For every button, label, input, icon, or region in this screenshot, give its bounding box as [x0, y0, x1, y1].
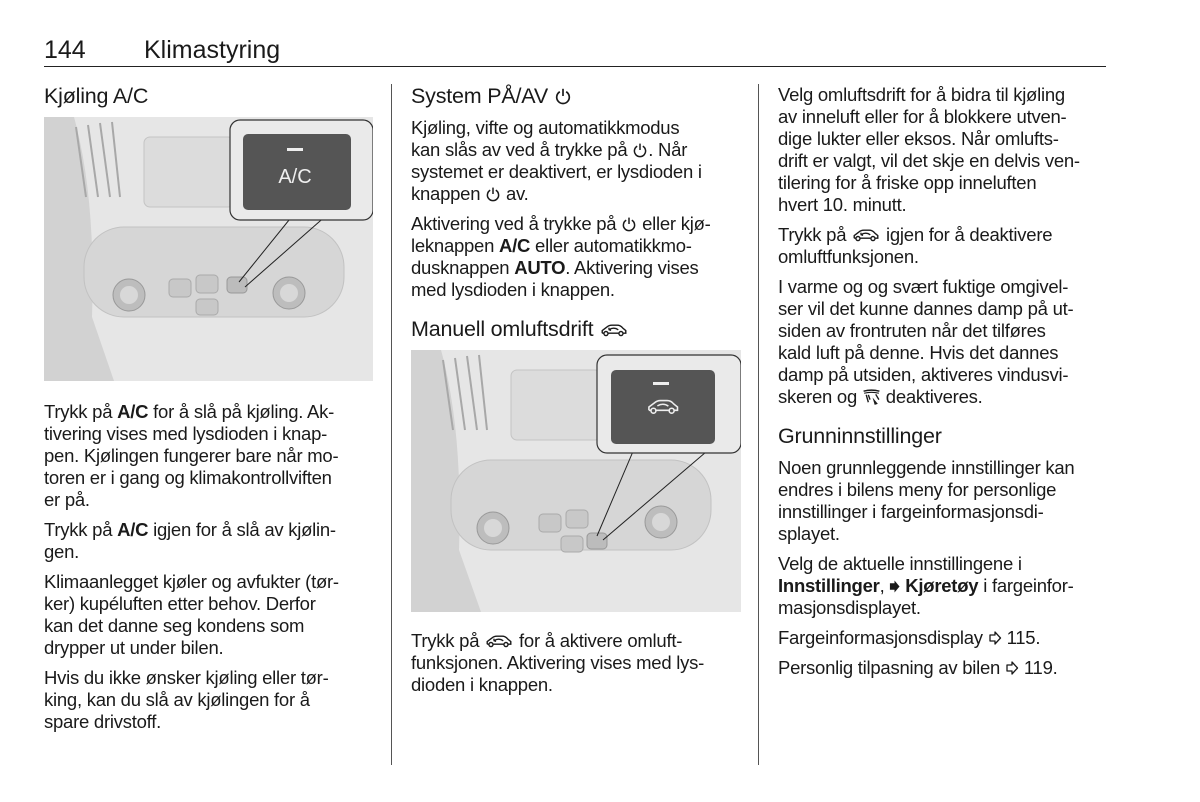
figure-ac-label: A/C [278, 166, 312, 188]
section-heading: Grunninnstillinger [778, 424, 942, 448]
section-heading: Kjøling A/C [44, 84, 149, 108]
paragraph: Trykk på A/C for å slå på kjøling. Ak- tivering vises med lysdioden i knap- pen. Kjølingen fungerer bare når mo- toren er i gang og klimakontrollviften er på. [44, 401, 339, 510]
recirculation-button-illustration [411, 350, 741, 612]
chapter-title: Klimastyring [144, 36, 281, 64]
page-number: 144 [44, 36, 86, 64]
paragraph: Trykk på A/C igjen for å slå av kjølin- gen. [44, 519, 336, 562]
reference-arrow-icon [988, 631, 1002, 645]
section-heading: Manuell omluftsdrift [411, 317, 741, 342]
paragraph: Trykk på igjen for å deaktivere omluftfunksjonen. [778, 224, 1053, 267]
column-2 [411, 80, 741, 704]
windshield-wiper-icon [862, 389, 881, 406]
paragraph: Velg de aktuelle innstillingene i Innstillinger, Kjøretøy i fargeinfor- masjonsdisplayet. [778, 553, 1074, 618]
reference-arrow-icon [1005, 661, 1019, 675]
power-icon [485, 186, 501, 202]
column-3 [778, 80, 1108, 687]
paragraph: Kjøling, vifte og automatikkmodus kan slås av ved å trykke på . Når systemet er deaktivert, er lysdioden i knappen av. [411, 117, 702, 204]
section-heading: System PÅ/AV [411, 84, 741, 109]
paragraph: I varme og og svært fuktige omgivel- ser vil det kunne dannes damp på ut- siden av frontruten når det tilføres kald luft på denne. Hvis det dannes damp på utsiden, aktiveres vindusvi- skeren og deaktiveres. [778, 276, 1074, 407]
paragraph: Aktivering ved å trykke på eller kjø- leknappen A/C eller automatikkmo- dusknappen AUTO. Aktivering vises med lysdioden i knappen. [411, 213, 711, 300]
paragraph: Hvis du ikke ønsker kjøling eller tør- king, kan du slå av kjølingen for å spare drivstoff. [44, 667, 329, 732]
paragraph: Klimaanlegget kjøler og avfukter (tør- ker) kupéluften etter behov. Derfor kan det danne seg kondens som drypper ut under bilen. [44, 571, 339, 658]
power-icon [554, 87, 572, 105]
recirculation-icon [599, 321, 629, 339]
column-divider [391, 84, 392, 765]
recirculation-icon [484, 632, 514, 650]
column-1 [44, 80, 373, 741]
cross-reference[interactable]: Personlig tilpasning av bilen 119. [778, 657, 1058, 678]
ac-button-illustration [44, 117, 373, 381]
paragraph: Noen grunnleggende innstillinger kan endres i bilens meny for personlige innstillinger i fargeinformasjonsdi- splayet. [778, 457, 1075, 544]
recirculation-icon [851, 226, 881, 244]
column-divider [758, 84, 759, 765]
power-icon [632, 142, 648, 158]
paragraph: Trykk på for å aktivere omluft- funksjonen. Aktivering vises med lys- dioden i knappen. [411, 630, 705, 695]
power-icon [621, 216, 637, 232]
paragraph: Velg omluftsdrift for å bidra til kjøling av inneluft eller for å blokkere utven- dige lukter eller eksos. Når omlufts- drift er valgt, vil det skje en delvis ven- tilering for å friske opp inneluften hvert 10. minutt. [778, 84, 1080, 215]
arrow-right-icon [889, 580, 900, 593]
cross-reference[interactable]: Fargeinformasjonsdisplay 115. [778, 627, 1041, 648]
page-header [44, 36, 1106, 67]
